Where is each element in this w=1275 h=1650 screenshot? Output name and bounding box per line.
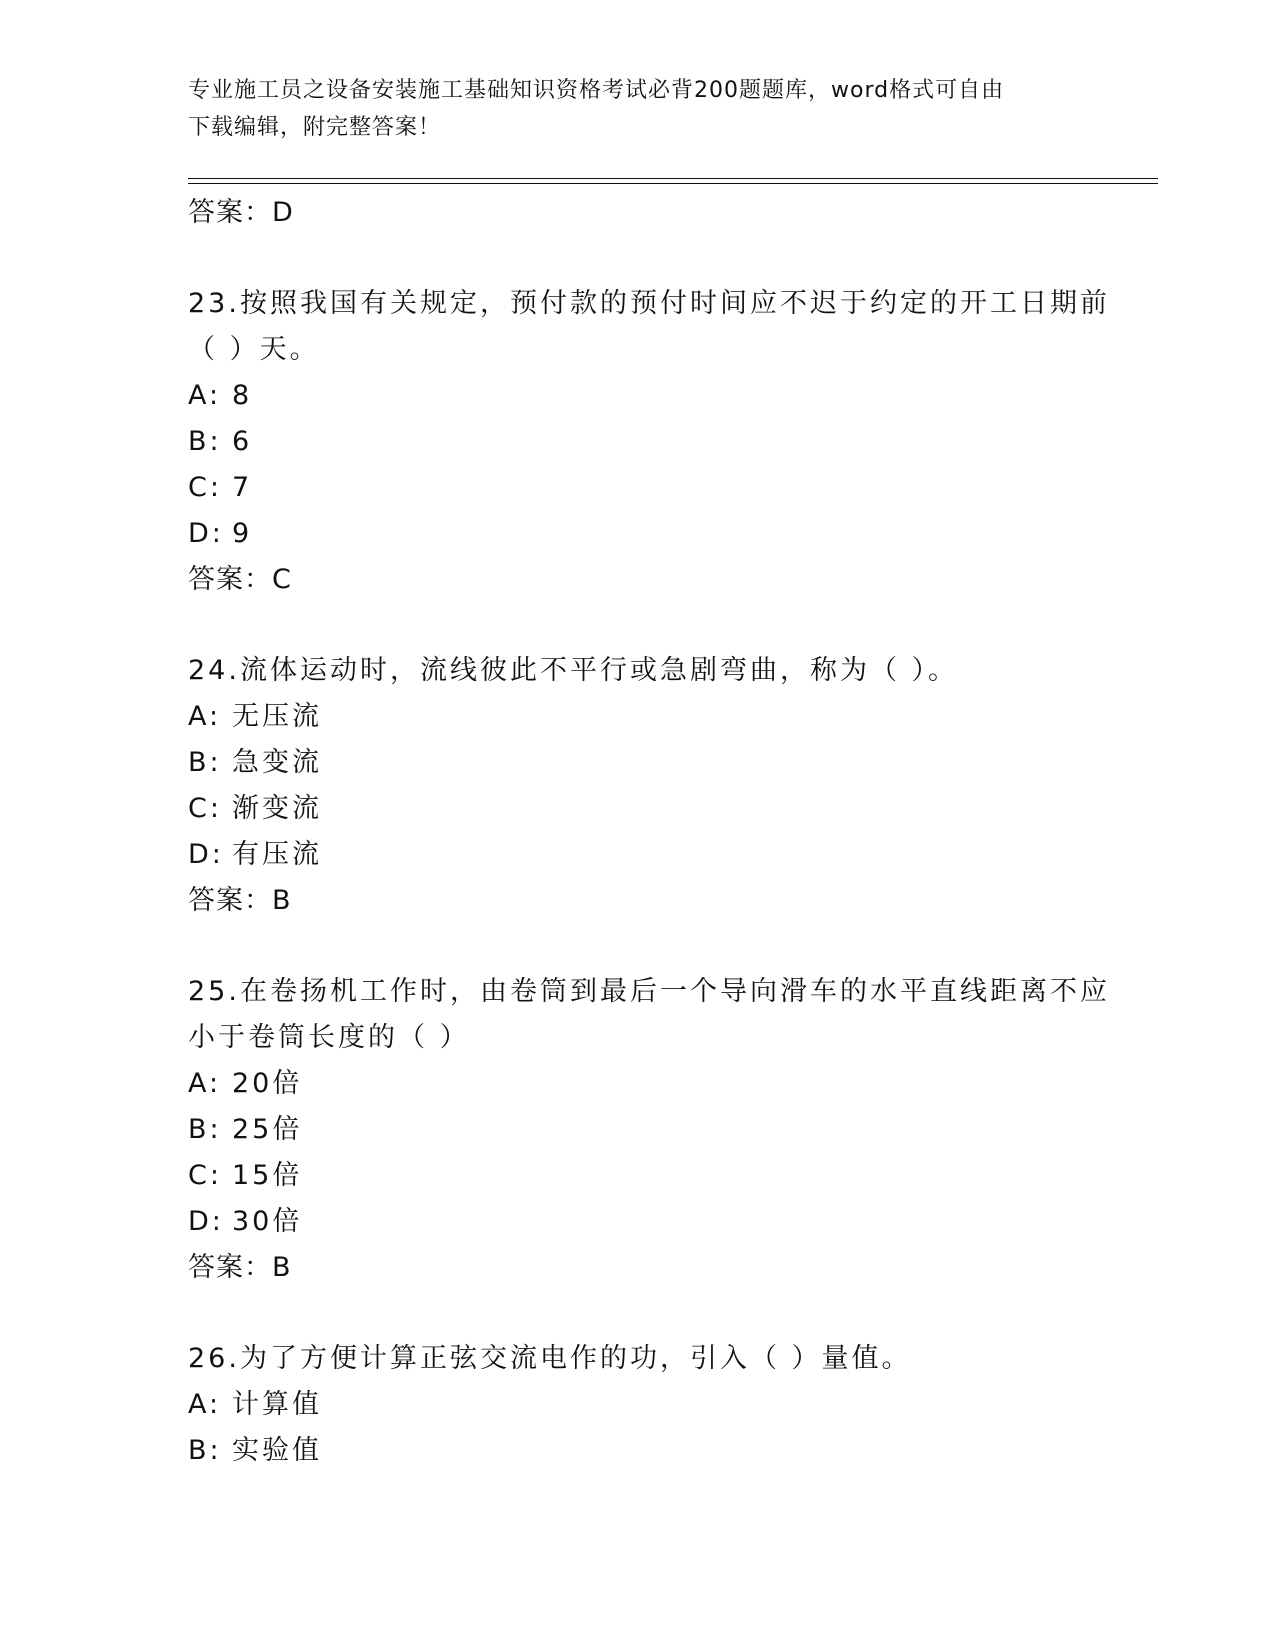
option-letter: C:: [188, 1160, 222, 1191]
option-text: 8: [232, 380, 253, 411]
option-text: 25倍: [232, 1114, 303, 1145]
question-stem-line: 23.按照我国有关规定，预付款的预付时间应不迟于约定的开工日期前: [188, 288, 1110, 319]
option-letter: D:: [188, 518, 224, 549]
answer-value: C: [272, 564, 292, 595]
question-stem-line: 小于卷筒长度的（ ）: [188, 1022, 470, 1053]
option-d: [188, 1199, 1088, 1245]
question-stem-line: 24.流体运动时，流线彼此不平行或急剧弯曲，称为（ ）。: [188, 655, 959, 686]
option-letter: C:: [188, 793, 222, 824]
answer-value: D: [272, 197, 294, 228]
option-a: [188, 1382, 1088, 1428]
answer-label: 答案：: [188, 885, 272, 916]
option-text: 7: [232, 472, 253, 503]
option-letter: D:: [188, 839, 224, 870]
question-23: [188, 281, 1110, 603]
question-stem-line: 25.在卷扬机工作时，由卷筒到最后一个导向滑车的水平直线距离不应: [188, 976, 1110, 1007]
option-text: 计算值: [232, 1389, 322, 1420]
option-letter: C:: [188, 472, 222, 503]
header-rule-top: [188, 178, 1158, 179]
option-letter: A:: [188, 380, 222, 411]
option-text: 无压流: [232, 701, 322, 732]
option-letter: A:: [188, 1389, 222, 1420]
option-text: 20倍: [232, 1068, 303, 1099]
option-c: [188, 465, 1088, 511]
option-letter: A:: [188, 1068, 222, 1099]
option-b: [188, 419, 1088, 465]
question-list: [188, 190, 1110, 1474]
option-text: 实验值: [232, 1435, 322, 1466]
question-stem-line: （ ）天。: [188, 334, 320, 365]
option-letter: B:: [188, 426, 222, 457]
answer-label: 答案：: [188, 564, 272, 595]
option-c: [188, 1153, 1088, 1199]
option-text: 15倍: [232, 1160, 303, 1191]
answer-line: [188, 878, 1088, 924]
option-a: [188, 373, 1088, 419]
option-c: [188, 786, 1088, 832]
question-24: [188, 648, 1088, 924]
option-a: [188, 1061, 1088, 1107]
option-letter: B:: [188, 1114, 222, 1145]
header-line-2: 下载编辑，附完整答案！: [188, 115, 442, 140]
option-letter: D:: [188, 1206, 224, 1237]
option-d: [188, 511, 1088, 557]
option-text: 6: [232, 426, 253, 457]
answer-value: B: [272, 885, 292, 916]
option-text: 有压流: [232, 839, 322, 870]
option-text: 9: [232, 518, 253, 549]
header-rule-bottom: [188, 183, 1158, 184]
option-b: [188, 1428, 1088, 1474]
answer-line-prev: [188, 190, 1088, 236]
option-letter: B:: [188, 1435, 222, 1466]
option-d: [188, 832, 1088, 878]
option-letter: A:: [188, 701, 222, 732]
option-a: [188, 694, 1088, 740]
answer-value: B: [272, 1252, 292, 1283]
question-25: [188, 969, 1110, 1291]
answer-label: 答案：: [188, 197, 272, 228]
document-header: [188, 72, 1088, 146]
question-26: [188, 1336, 1088, 1474]
option-letter: B:: [188, 747, 222, 778]
option-text: 急变流: [232, 747, 322, 778]
option-text: 渐变流: [232, 793, 322, 824]
answer-line: [188, 557, 1088, 603]
answer-label: 答案：: [188, 1252, 272, 1283]
option-b: [188, 740, 1088, 786]
question-stem-line: 26.为了方便计算正弦交流电作的功，引入（ ）量值。: [188, 1343, 912, 1374]
header-line-1: 专业施工员之设备安装施工基础知识资格考试必背200题题库，word格式可自由: [188, 78, 1005, 103]
answer-line: [188, 1245, 1088, 1291]
option-b: [188, 1107, 1088, 1153]
option-text: 30倍: [232, 1206, 303, 1237]
